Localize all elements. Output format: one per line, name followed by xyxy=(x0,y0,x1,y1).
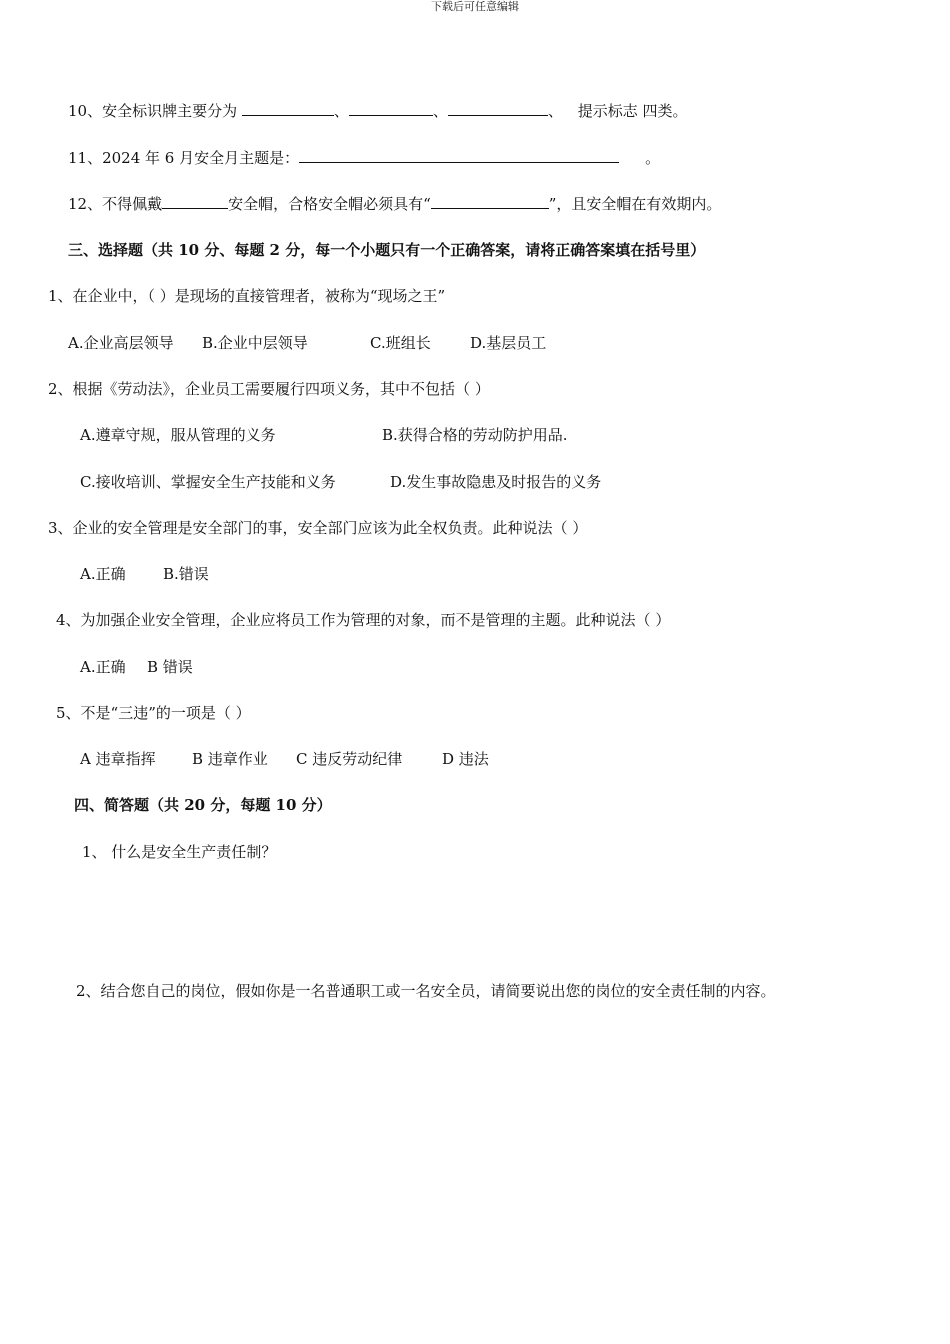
option-d[interactable]: D.基层员工 xyxy=(470,334,547,352)
option-d[interactable]: D.发生事故隐患及时报告的义务 xyxy=(390,473,602,491)
mc-options-2-row2 xyxy=(80,472,601,492)
short-answer-question-1: 1、 什么是安全生产责任制？ xyxy=(82,843,277,861)
mc-question-1: 1、在企业中，（ ）是现场的直接管理者，被称为“现场之王” xyxy=(48,287,446,305)
option-c[interactable]: C.班组长 xyxy=(370,334,431,352)
option-c[interactable]: C 违反劳动纪律 xyxy=(296,750,403,768)
option-b[interactable]: B 违章作业 xyxy=(192,750,268,768)
option-a[interactable]: A.正确 xyxy=(80,658,126,676)
mc-question-4: 4、为加强企业安全管理，企业应将员工作为管理的对象，而不是管理的主题。此种说法（ ） xyxy=(56,611,671,629)
mc-question-5: 5、不是“三违”的一项是（ ） xyxy=(56,704,251,722)
short-answer-question-2: 2、结合您自己的岗位，假如你是一名普通职工或一名安全员，请简要说出您的岗位的安全责任制的内容。 xyxy=(76,982,776,1000)
q10-sep-2: 、 xyxy=(432,102,448,120)
option-a[interactable]: A.遵章守规，服从管理的义务 xyxy=(80,426,276,444)
q12-blank-2[interactable] xyxy=(431,194,549,209)
option-b[interactable]: B 错误 xyxy=(147,658,193,676)
mc-options-3 xyxy=(80,564,209,584)
option-b[interactable]: B.获得合格的劳动防护用品. xyxy=(382,426,568,444)
option-a[interactable]: A 违章指挥 xyxy=(80,750,156,768)
mc-options-4 xyxy=(80,657,193,677)
q10-sep-1: 、 xyxy=(333,102,349,120)
q10-blank-2[interactable] xyxy=(349,101,433,116)
option-c[interactable]: C.接收培训、掌握安全生产技能和义务 xyxy=(80,473,336,491)
option-d[interactable]: D 违法 xyxy=(442,750,489,768)
section-3-title: 三、选择题（共 10 分、每题 2 分，每一个小题只有一个正确答案，请将正确答案填在括号里） xyxy=(68,241,706,259)
question-11 xyxy=(68,148,660,168)
mc-options-5 xyxy=(80,749,489,769)
mc-question-2: 2、根据《劳动法》，企业员工需要履行四项义务，其中不包括（ ） xyxy=(48,380,490,398)
mc-options-2-row1 xyxy=(80,425,568,445)
option-a[interactable]: A.企业高层领导 xyxy=(68,334,174,352)
q12-blank-1[interactable] xyxy=(162,194,228,209)
q10-blank-3[interactable] xyxy=(448,101,548,116)
q12-middle: 安全帽，合格安全帽必须具有“ xyxy=(228,195,431,213)
option-b[interactable]: B.错误 xyxy=(163,565,209,583)
question-10 xyxy=(68,101,687,121)
mc-question-3: 3、企业的安全管理是安全部门的事，安全部门应该为此全权负责。此种说法（ ） xyxy=(48,519,588,537)
q12-prefix: 12、不得佩戴 xyxy=(68,195,163,213)
q10-suffix: 提示标志 四类。 xyxy=(577,102,688,120)
question-12 xyxy=(68,194,721,214)
q10-blank-1[interactable] xyxy=(242,101,334,116)
q11-suffix: 。 xyxy=(645,149,661,167)
section-4-title: 四、简答题（共 20 分，每题 10 分） xyxy=(74,796,332,814)
page-header: 下载后可任意编辑 xyxy=(431,0,519,13)
q11-prefix: 11、2024 年 6 月安全月主题是： xyxy=(68,149,300,167)
mc-options-1 xyxy=(68,333,546,353)
q10-sep-3: 、 xyxy=(547,102,563,120)
q11-blank[interactable] xyxy=(299,148,619,163)
option-b[interactable]: B.企业中层领导 xyxy=(202,334,308,352)
option-a[interactable]: A.正确 xyxy=(80,565,126,583)
q12-suffix: ”，且安全帽在有效期内。 xyxy=(548,195,722,213)
q10-prefix: 10、安全标识牌主要分为 xyxy=(68,102,238,120)
